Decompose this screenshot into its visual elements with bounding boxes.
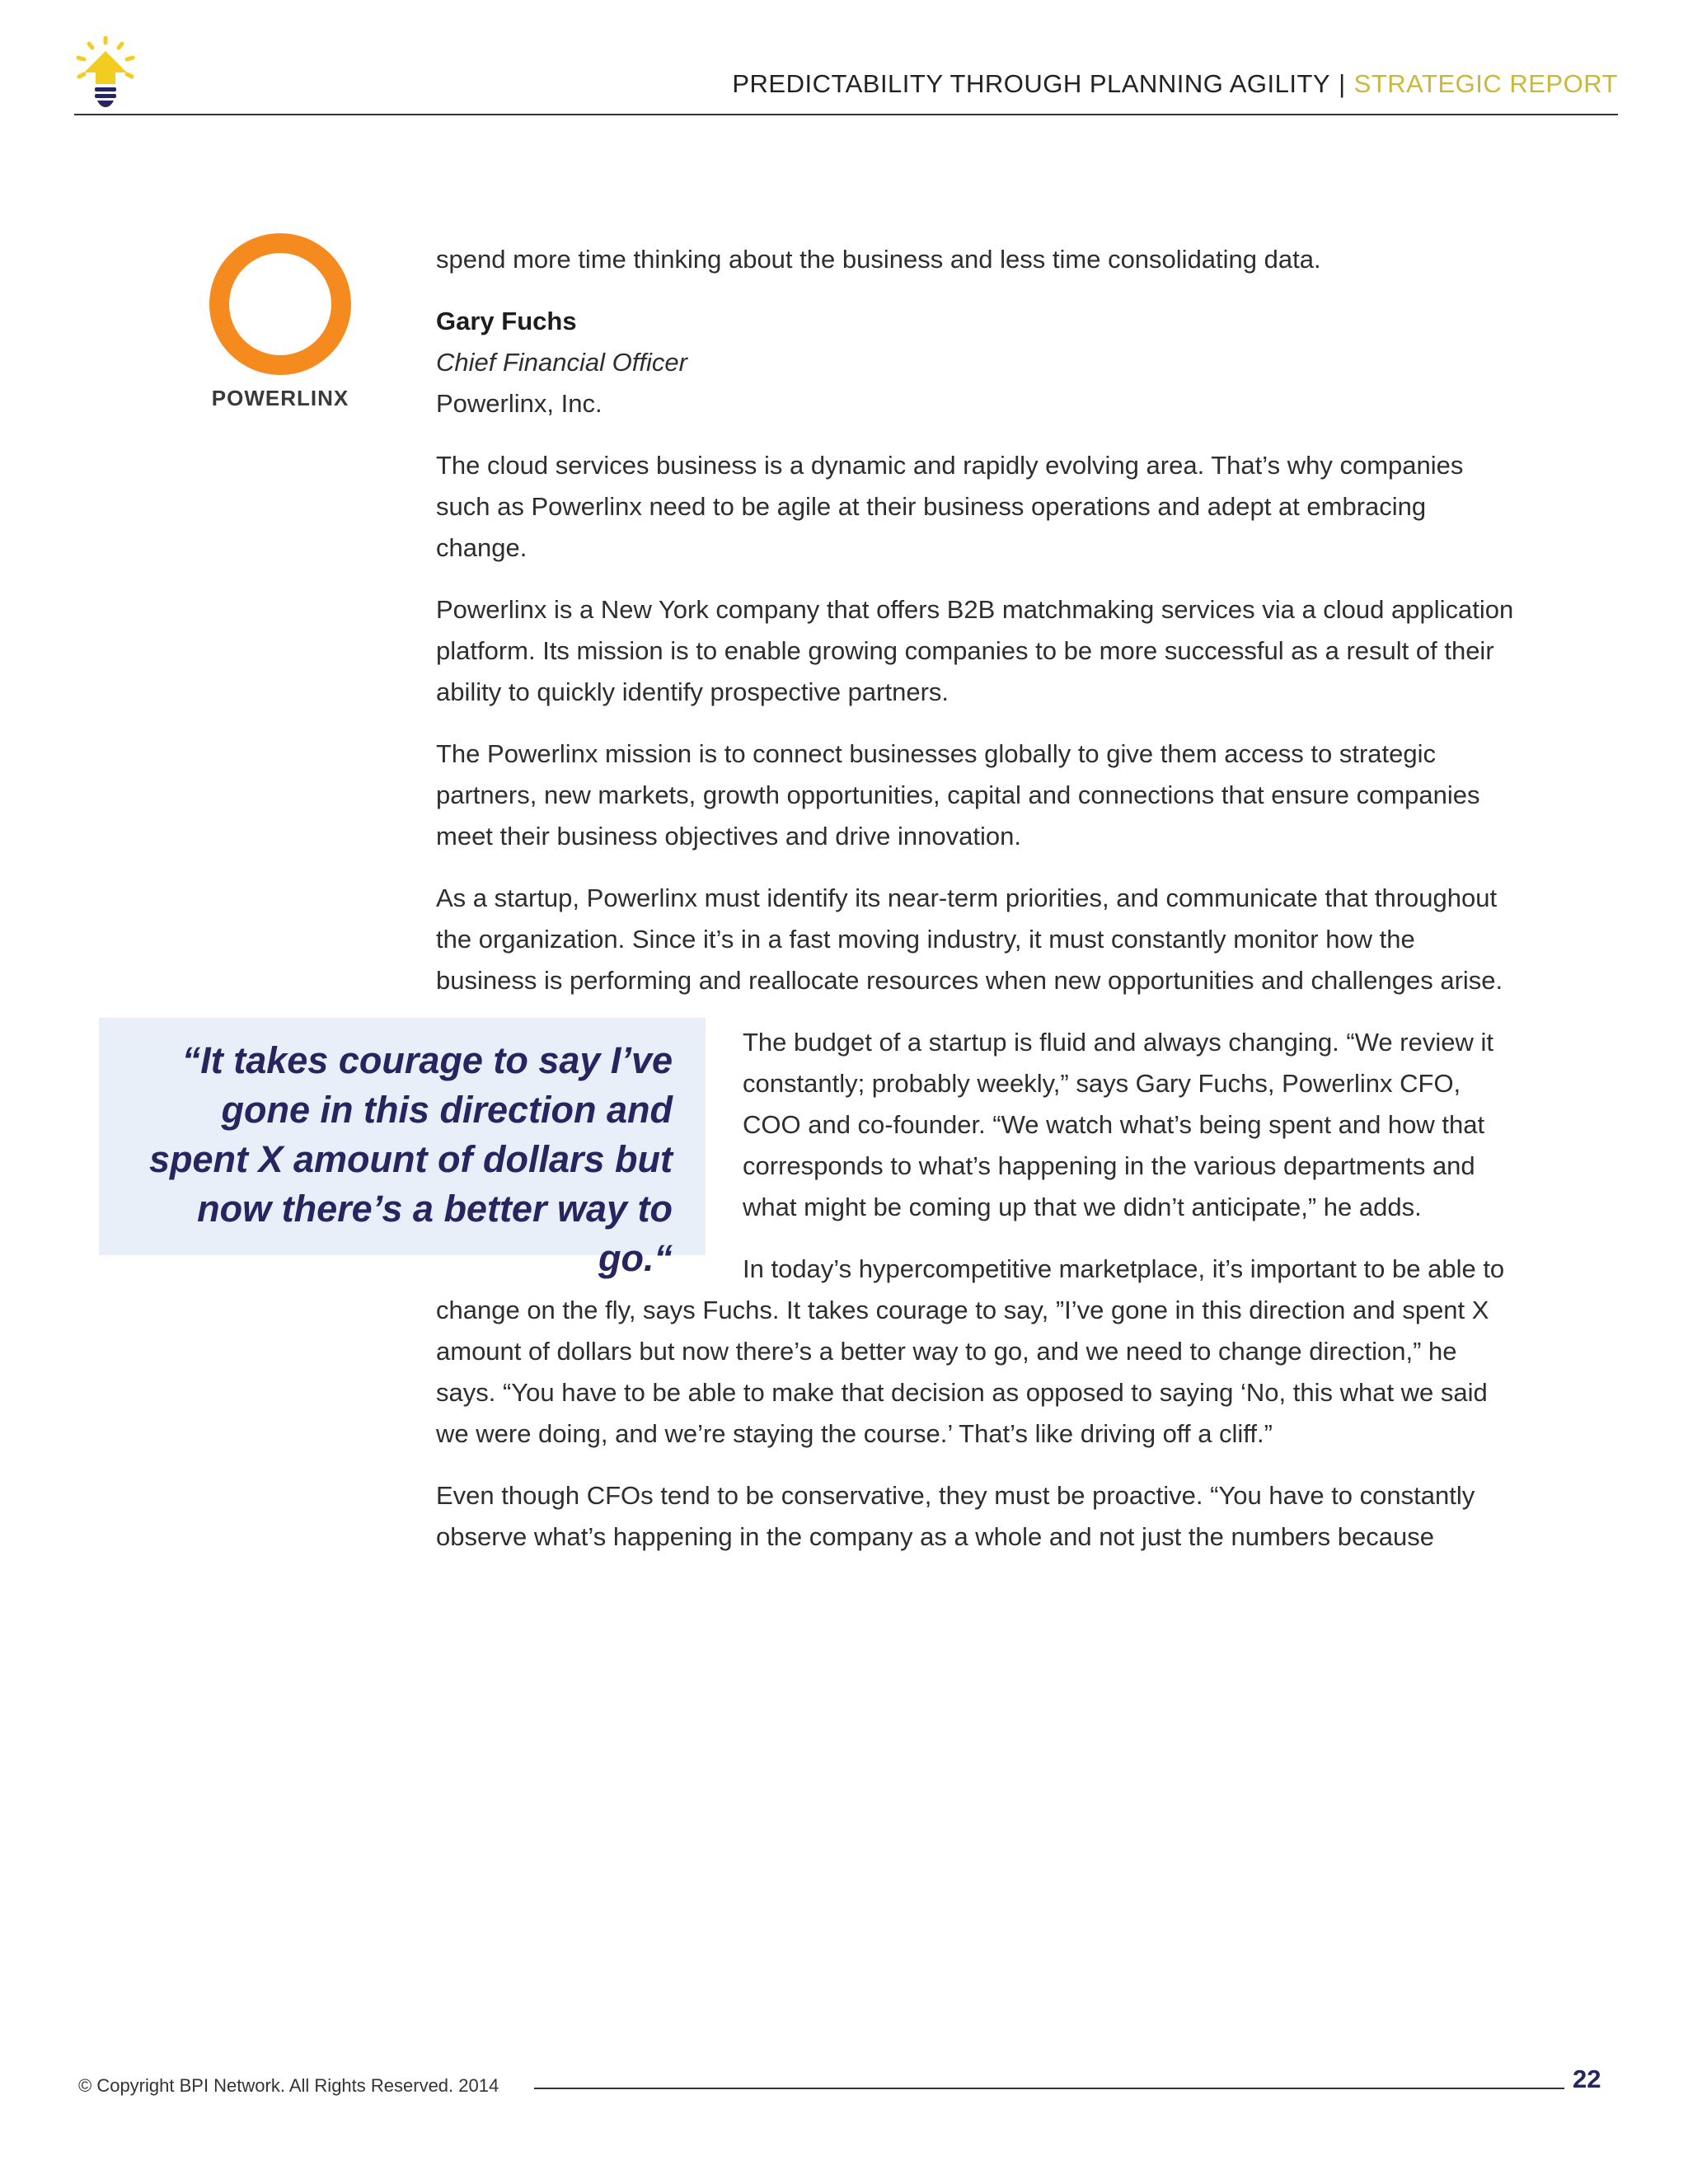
signature-block [436, 301, 1516, 424]
header-separator: | [1339, 69, 1346, 98]
signature-name: Gary Fuchs [436, 307, 577, 335]
powerlinx-logo [206, 232, 354, 411]
report-title: PREDICTABILITY THROUGH PLANNING AGILITY [732, 69, 1331, 98]
report-section: STRATEGIC REPORT [1353, 69, 1618, 98]
paragraph: As a startup, Powerlinx must identify its near-term priorities, and communicate that throughout the organization. Since it’s in a fast moving industry, it must constantly monitor how the business is performing and reallocate resources when new opportunities and challenges arise. [436, 883, 1503, 995]
lightbulb-icon [68, 36, 150, 119]
footer-rule [534, 2088, 1564, 2089]
paragraph: Powerlinx is a New York company that offers B2B matchmaking services via a cloud application platform. Its mission is to enable growing companies to be more successful as a result of their ability to quickly identify prospective partners. [436, 595, 1514, 706]
report-header [732, 69, 1618, 99]
pull-quote [99, 1018, 706, 1279]
signature-title: Chief Financial Officer [436, 348, 687, 377]
header-rule [74, 114, 1618, 115]
paragraph: The Powerlinx mission is to connect businesses globally to give them access to strategic partners, new markets, growth opportunities, capital and connections that ensure companies meet their business objectives and drive innovation. [436, 739, 1480, 851]
paragraph: The cloud services business is a dynamic and rapidly evolving area. That’s why companies such as Powerlinx need to be agile at their business operations and adept at embracing change. [436, 451, 1464, 562]
signature-company: Powerlinx, Inc. [436, 389, 603, 418]
paragraph: Even though CFOs tend to be conservative, they must be proactive. “You have to constantly observe what’s happening in the company as a whole and not just the numbers because [436, 1481, 1475, 1551]
paragraph: In today’s hypercompetitive marketplace, it’s important to be able to change on the fly, says Fuchs. It takes courage to say, ”I’ve gone in this direction and spent X amount of dollars but now there’s a better way to go, and we need to change direction,” he says. “You have to be able to make that decision as opposed to saying ‘No, this what we said we were doing, and we’re staying the course.’ That’s like driving off a cliff.” [436, 1254, 1505, 1448]
copyright-notice: © Copyright BPI Network. All Rights Reserved. 2014 [78, 2075, 499, 2096]
page-number: 22 [1573, 2064, 1601, 2093]
article-body [148, 239, 1516, 1578]
pull-quote-text: “It takes courage to say I’ve gone in this direction and spent X amount of dollars but now there’s a better way to go.“ [148, 1039, 673, 1279]
paragraph: The budget of a startup is fluid and always changing. “We review it constantly; probably weekly,” says Gary Fuchs, Powerlinx CFO, COO and co-founder. “We watch what’s being spent and how that corresponds to what’s happening in the various departments and what might be coming up that we didn’t anticipate,” he adds. [743, 1028, 1493, 1221]
intro-paragraph: spend more time thinking about the business and less time consolidating data. [436, 245, 1321, 274]
logo-wordmark: POWERLINX [211, 386, 349, 410]
logo-ring-icon [209, 232, 352, 376]
